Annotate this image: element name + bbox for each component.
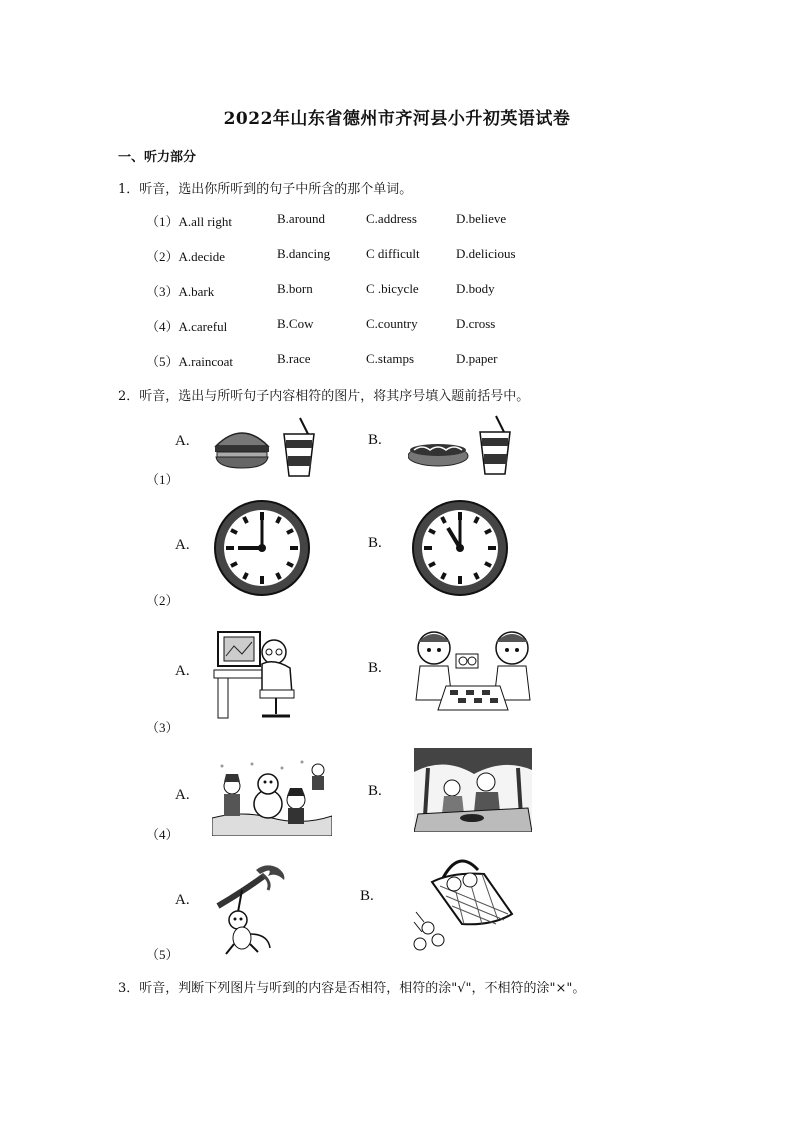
choice-a-label: A. bbox=[175, 892, 190, 908]
choice-b-label: B. bbox=[368, 432, 382, 448]
option-a: （1）A.all right bbox=[146, 214, 232, 229]
playing-chess-image bbox=[408, 626, 538, 716]
question-1-prompt: 1．听音，选出你所听到的句子中所含的那个单词。 bbox=[118, 182, 413, 197]
item-number: （5） bbox=[146, 947, 179, 962]
choice-b-label: B. bbox=[360, 888, 374, 904]
question-2-prompt: 2．听音，选出与所听句子内容相符的图片，将其序号填入题前括号中。 bbox=[118, 389, 530, 404]
option-a: （5）A.raincoat bbox=[146, 354, 234, 369]
option-c: C .bicycle bbox=[366, 281, 419, 296]
option-a: （2）A.decide bbox=[146, 249, 226, 264]
choice-b-label: B. bbox=[368, 783, 382, 799]
picnic-park-image bbox=[414, 748, 532, 832]
item-number: （2） bbox=[146, 593, 179, 608]
clock-eleven-image bbox=[408, 498, 512, 598]
page-title: 2022年山东省德州市齐河县小升初英语试卷 bbox=[223, 109, 571, 129]
option-d: D.delicious bbox=[456, 246, 516, 261]
choice-a-label: A. bbox=[175, 663, 190, 679]
hotdog-drink-image bbox=[408, 414, 528, 478]
fruit-basket-image bbox=[412, 852, 522, 952]
option-b: B.born bbox=[277, 281, 313, 296]
option-b: B.around bbox=[277, 211, 326, 226]
choice-a-label: A. bbox=[175, 537, 190, 553]
snowman-winter-image bbox=[212, 756, 332, 836]
option-c: C difficult bbox=[366, 246, 420, 261]
choice-a-label: A. bbox=[175, 433, 190, 449]
clock-nine-image bbox=[212, 498, 312, 598]
item-number: （4） bbox=[146, 827, 179, 842]
option-b: B.dancing bbox=[277, 246, 331, 261]
section-heading-listening: 一、听力部分 bbox=[118, 150, 197, 165]
item-number: （3） bbox=[146, 720, 179, 735]
option-b: B.race bbox=[277, 351, 311, 366]
q1-option-row bbox=[146, 281, 706, 301]
choice-b-label: B. bbox=[368, 660, 382, 676]
option-a: （4）A.careful bbox=[146, 319, 228, 334]
monkey-tree-image bbox=[212, 864, 292, 956]
burger-drink-image bbox=[212, 416, 332, 480]
option-c: C.address bbox=[366, 211, 417, 226]
option-d: D.paper bbox=[456, 351, 498, 366]
option-d: D.body bbox=[456, 281, 495, 296]
choice-a-label: A. bbox=[175, 787, 190, 803]
item-number: （1） bbox=[146, 472, 179, 487]
q1-option-row bbox=[146, 351, 706, 371]
q1-option-row bbox=[146, 211, 706, 231]
q1-option-row bbox=[146, 316, 706, 336]
q1-option-row bbox=[146, 246, 706, 266]
option-b: B.Cow bbox=[277, 316, 314, 331]
choice-b-label: B. bbox=[368, 535, 382, 551]
option-d: D.cross bbox=[456, 316, 496, 331]
option-a: （3）A.bark bbox=[146, 284, 215, 299]
question-3-prompt: 3．听音，判断下列图片与听到的内容是否相符，相符的涂"√"，不相符的涂"×"。 bbox=[118, 981, 586, 996]
option-c: C.stamps bbox=[366, 351, 415, 366]
option-c: C.country bbox=[366, 316, 418, 331]
option-d: D.believe bbox=[456, 211, 507, 226]
computer-image bbox=[212, 628, 302, 724]
